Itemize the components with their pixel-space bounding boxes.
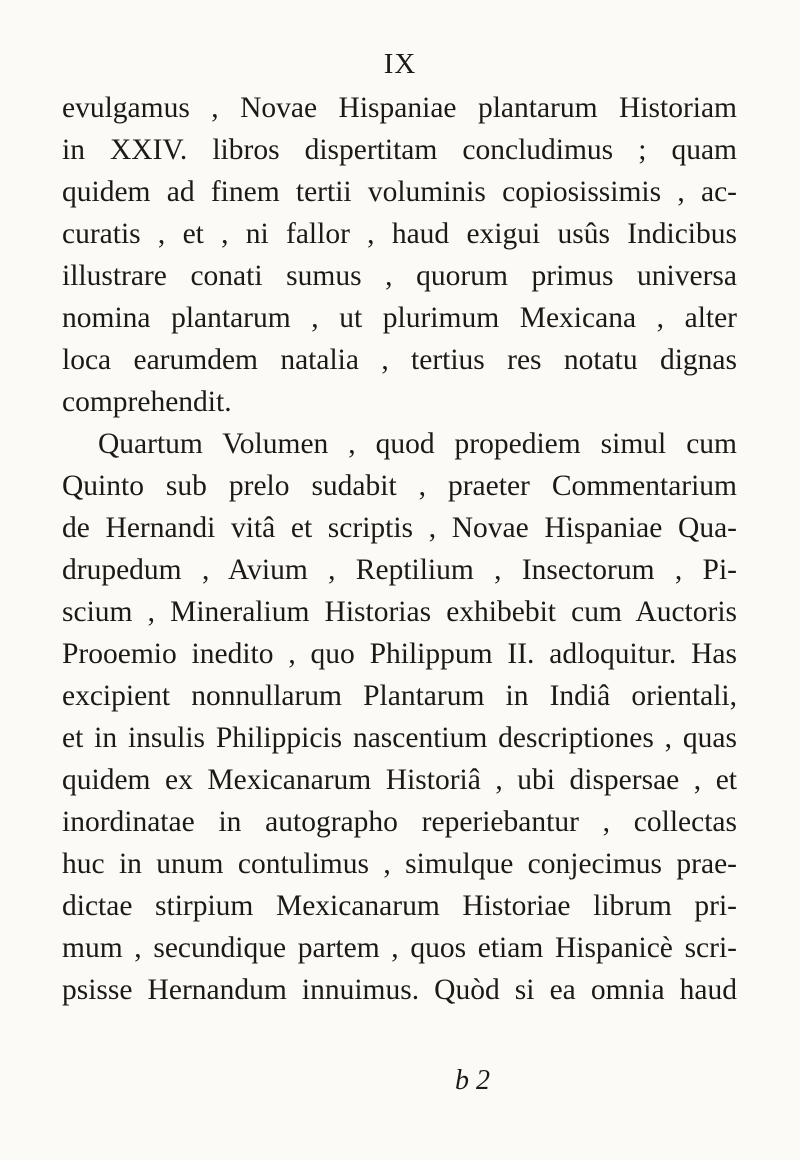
text-line: psisse Hernandum innuimus. Quòd si ea omnia haud <box>62 974 737 1006</box>
text-line: scium , Mineralium Historias exhibebit cum Auctoris <box>62 596 737 628</box>
signature-mark: b 2 <box>455 1065 490 1096</box>
text-line: huc in unum contulimus , simulque conjecimus prae- <box>62 848 737 880</box>
text-line: inordinatae in autographo reperiebantur , collectas <box>62 806 737 838</box>
paragraph-end-line: comprehendit. <box>62 386 232 418</box>
text-line: nomina plantarum , ut plurimum Mexicana , alter <box>62 302 737 334</box>
text-line: excipient nonnullarum Plantarum in Indiâ orientali, <box>62 680 737 712</box>
text-line: Prooemio inedito , quo Philippum II. adloquitur. Has <box>62 638 737 670</box>
text-line: illustrare conati sumus , quorum primus universa <box>62 260 737 292</box>
text-line: mum , secundique partem , quos etiam Hispanicè scri- <box>62 932 737 964</box>
text-line: Quinto sub prelo sudabit , praeter Commentarium <box>62 470 737 502</box>
text-line: evulgamus , Novae Hispaniae plantarum Historiam <box>62 92 737 124</box>
text-line: drupedum , Avium , Reptilium , Insectorum , Pi- <box>62 554 737 586</box>
text-line: quidem ex Mexicanarum Historiâ , ubi dispersae , et <box>62 764 737 796</box>
text-line: et in insulis Philippicis nascentium descriptiones , quas <box>62 722 737 754</box>
text-line: in XXIV. libros dispertitam concludimus ; quam <box>62 134 737 166</box>
paragraph-first-line: Quartum Volumen , quod propediem simul cum <box>98 428 737 460</box>
text-line: quidem ad finem tertii voluminis copiosissimis , ac- <box>62 176 737 208</box>
page-number: IX <box>383 48 417 80</box>
text-line: dictae stirpium Mexicanarum Historiae librum pri- <box>62 890 737 922</box>
text-line: loca earumdem natalia , tertius res notatu dignas <box>62 344 737 376</box>
text-line: curatis , et , ni fallor , haud exigui usûs Indicibus <box>62 218 737 250</box>
text-line: de Hernandi vitâ et scriptis , Novae Hispaniae Qua- <box>62 512 737 544</box>
